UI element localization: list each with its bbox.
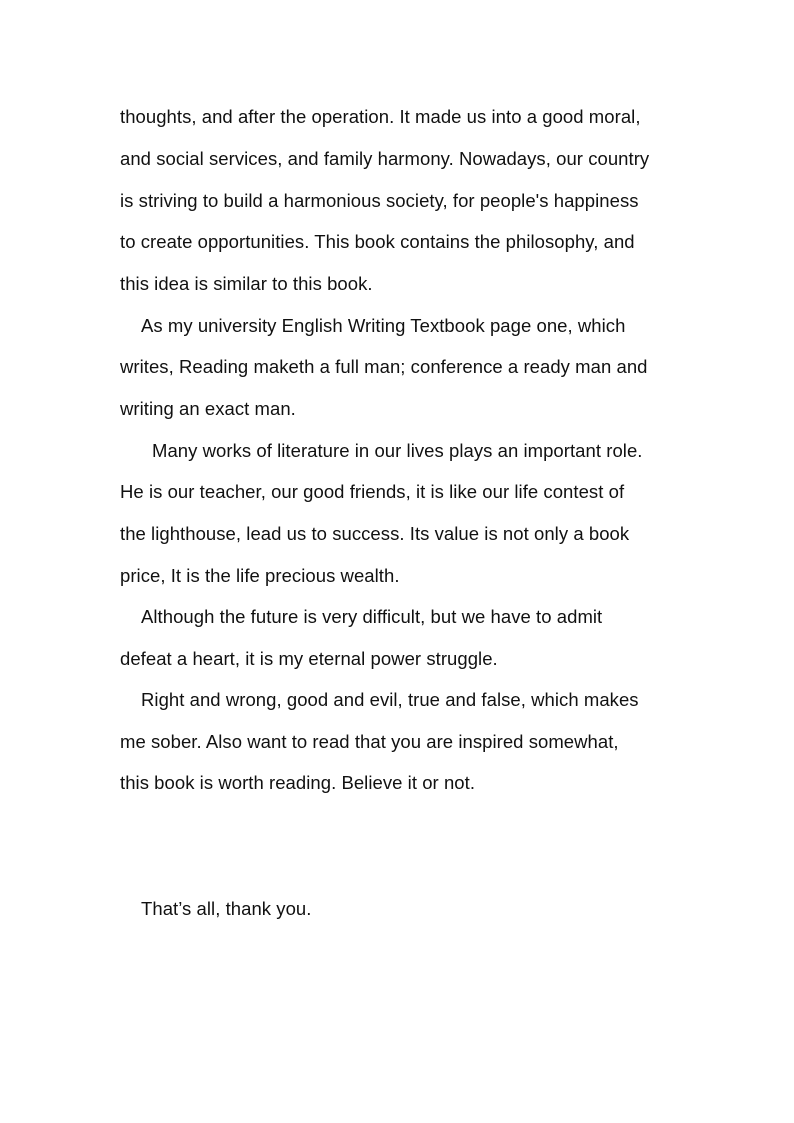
text-line: Although the future is very difficult, but we have to admit (141, 606, 603, 627)
text-line: Right and wrong, good and evil, true and false, which makes (141, 689, 639, 710)
text-line: the lighthouse, lead us to success. Its value is not only a book (120, 523, 630, 544)
text-line: writes, Reading maketh a full man; conference a ready man and (120, 356, 648, 377)
text-line: this book is worth reading. Believe it or not. (120, 772, 476, 793)
text-line: me sober. Also want to read that you are inspired somewhat, (120, 731, 619, 752)
text-line: thoughts, and after the operation. It made us into a good moral, (120, 106, 641, 127)
text-line: to create opportunities. This book contains the philosophy, and (120, 231, 635, 252)
text-line: is striving to build a harmonious society, for people's happiness (120, 190, 639, 211)
text-line: and social services, and family harmony. Nowadays, our country (120, 148, 650, 169)
text-line: price, It is the life precious wealth. (120, 565, 400, 586)
text-line: Many works of literature in our lives plays an important role. (152, 440, 643, 461)
text-line: As my university English Writing Textbook page one, which (141, 315, 626, 336)
text-line: this idea is similar to this book. (120, 273, 373, 294)
text-line: He is our teacher, our good friends, it is like our life contest of (120, 481, 625, 502)
text-line: defeat a heart, it is my eternal power struggle. (120, 648, 498, 669)
closing-line: That’s all, thank you. (141, 898, 312, 919)
text-line: writing an exact man. (120, 398, 296, 419)
